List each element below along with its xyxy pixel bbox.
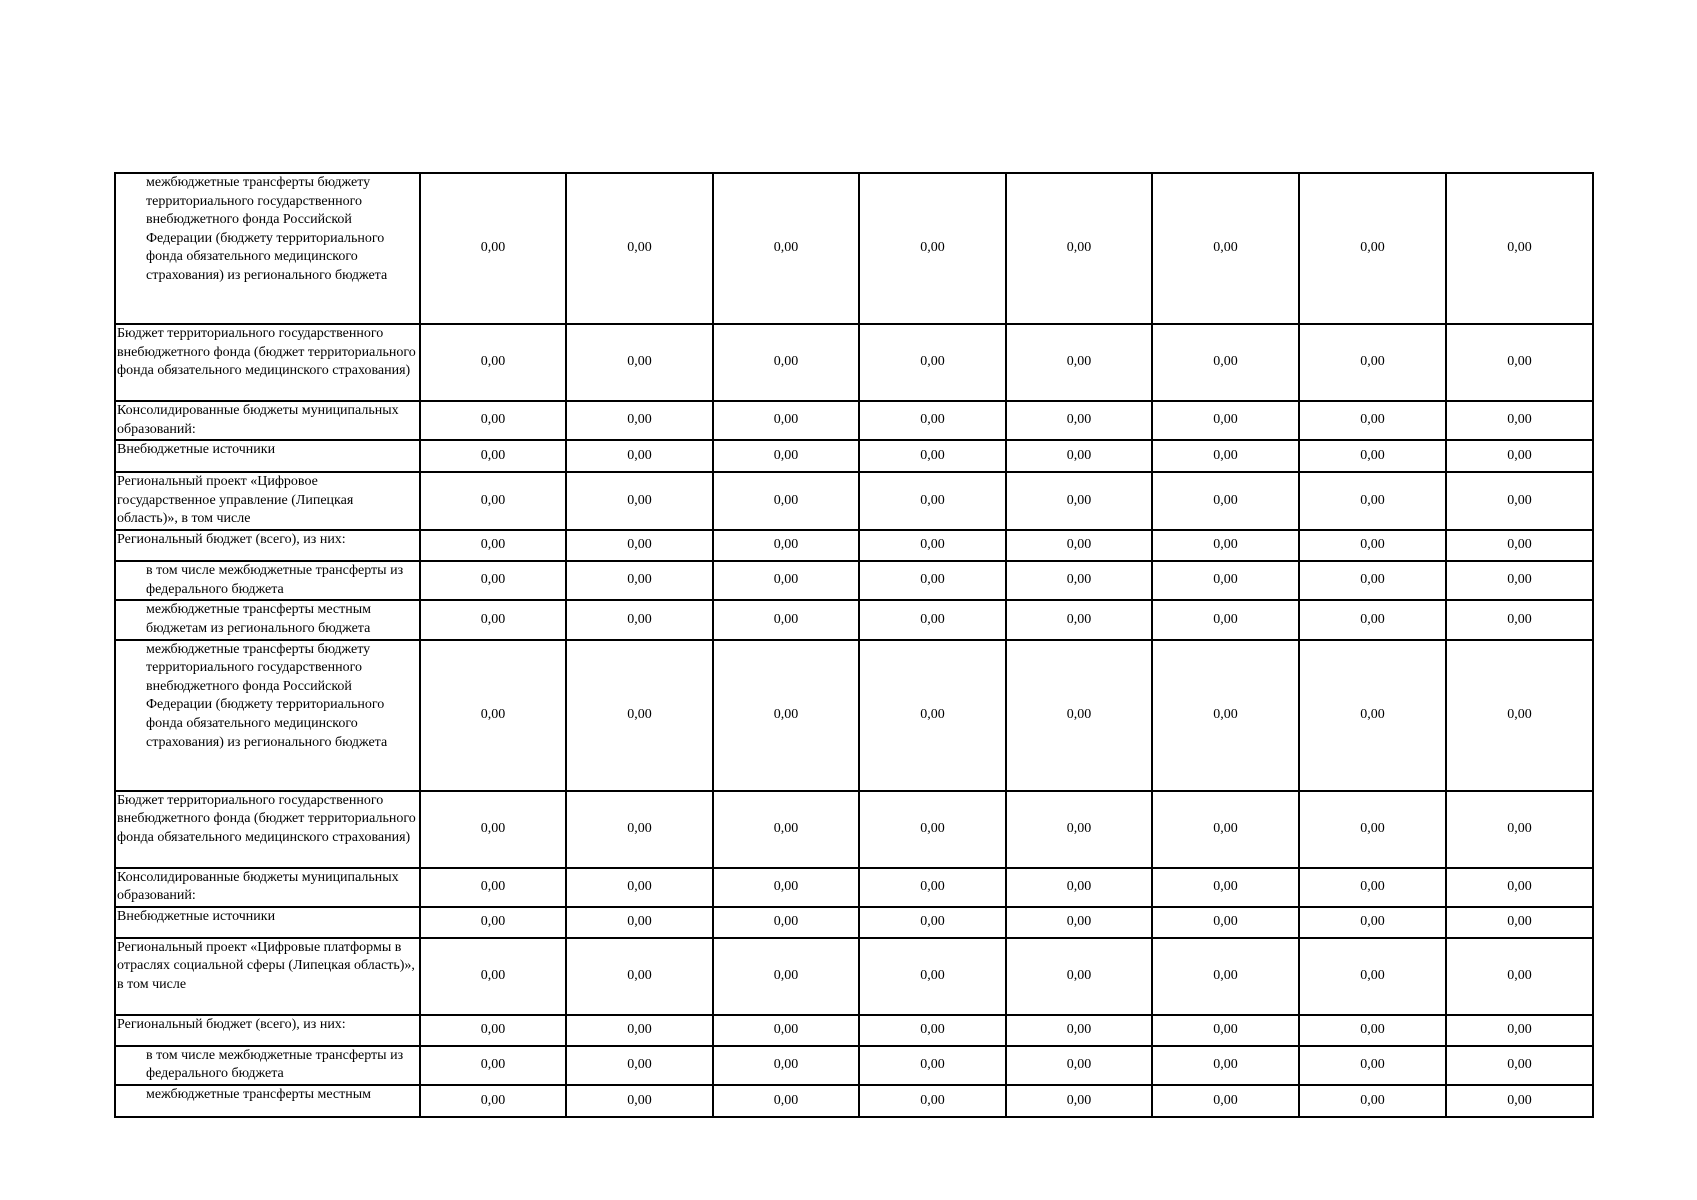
value-cell: 0,00 bbox=[1006, 530, 1152, 561]
row-label: Бюджет территориального государственного внебюджетного фонда (бюджет территориального фонда обязательного медицинского страхования) bbox=[115, 791, 420, 868]
value-cell: 0,00 bbox=[1299, 1015, 1446, 1046]
value-cell: 0,00 bbox=[859, 868, 1006, 907]
value-cell: 0,00 bbox=[1299, 1046, 1446, 1085]
value-cell: 0,00 bbox=[1152, 530, 1299, 561]
value-cell: 0,00 bbox=[713, 907, 859, 938]
row-label: Внебюджетные источники bbox=[115, 907, 420, 938]
row-label: Консолидированные бюджеты муниципальных образований: bbox=[115, 401, 420, 440]
table-row bbox=[115, 600, 1593, 639]
value-cell: 0,00 bbox=[1299, 868, 1446, 907]
value-cell: 0,00 bbox=[1152, 907, 1299, 938]
table-row bbox=[115, 640, 1593, 791]
table-row bbox=[115, 1046, 1593, 1085]
row-label: межбюджетные трансферты местным бюджетам из регионального бюджета bbox=[115, 600, 420, 639]
value-cell: 0,00 bbox=[859, 1046, 1006, 1085]
value-cell: 0,00 bbox=[859, 1085, 1006, 1117]
value-cell: 0,00 bbox=[1006, 324, 1152, 401]
value-cell: 0,00 bbox=[713, 530, 859, 561]
row-label: Внебюджетные источники bbox=[115, 440, 420, 472]
budget-table bbox=[114, 172, 1594, 1118]
value-cell: 0,00 bbox=[420, 791, 566, 868]
value-cell: 0,00 bbox=[859, 600, 1006, 639]
value-cell: 0,00 bbox=[420, 530, 566, 561]
value-cell: 0,00 bbox=[1006, 401, 1152, 440]
value-cell: 0,00 bbox=[1446, 401, 1593, 440]
table-row bbox=[115, 324, 1593, 401]
value-cell: 0,00 bbox=[713, 938, 859, 1015]
value-cell: 0,00 bbox=[713, 472, 859, 530]
value-cell: 0,00 bbox=[420, 472, 566, 530]
value-cell: 0,00 bbox=[420, 401, 566, 440]
value-cell: 0,00 bbox=[1006, 173, 1152, 324]
value-cell: 0,00 bbox=[1299, 561, 1446, 600]
value-cell: 0,00 bbox=[859, 561, 1006, 600]
value-cell: 0,00 bbox=[1446, 561, 1593, 600]
value-cell: 0,00 bbox=[1006, 1085, 1152, 1117]
value-cell: 0,00 bbox=[1446, 791, 1593, 868]
value-cell: 0,00 bbox=[566, 640, 713, 791]
value-cell: 0,00 bbox=[713, 561, 859, 600]
value-cell: 0,00 bbox=[566, 440, 713, 472]
value-cell: 0,00 bbox=[420, 173, 566, 324]
value-cell: 0,00 bbox=[1299, 173, 1446, 324]
value-cell: 0,00 bbox=[420, 1046, 566, 1085]
value-cell: 0,00 bbox=[713, 868, 859, 907]
row-label: Региональный бюджет (всего), из них: bbox=[115, 530, 420, 561]
value-cell: 0,00 bbox=[1152, 1085, 1299, 1117]
value-cell: 0,00 bbox=[1152, 938, 1299, 1015]
value-cell: 0,00 bbox=[859, 530, 1006, 561]
value-cell: 0,00 bbox=[1299, 440, 1446, 472]
value-cell: 0,00 bbox=[859, 907, 1006, 938]
value-cell: 0,00 bbox=[566, 324, 713, 401]
value-cell: 0,00 bbox=[1152, 440, 1299, 472]
value-cell: 0,00 bbox=[1006, 907, 1152, 938]
value-cell: 0,00 bbox=[713, 324, 859, 401]
value-cell: 0,00 bbox=[859, 938, 1006, 1015]
value-cell: 0,00 bbox=[1152, 173, 1299, 324]
value-cell: 0,00 bbox=[566, 173, 713, 324]
value-cell: 0,00 bbox=[1299, 1085, 1446, 1117]
value-cell: 0,00 bbox=[420, 907, 566, 938]
table-row bbox=[115, 907, 1593, 938]
row-label: Региональный проект «Цифровое государственное управление (Липецкая область)», в том числе bbox=[115, 472, 420, 530]
value-cell: 0,00 bbox=[566, 1046, 713, 1085]
row-label: Консолидированные бюджеты муниципальных образований: bbox=[115, 868, 420, 907]
value-cell: 0,00 bbox=[1152, 561, 1299, 600]
row-label: Региональный проект «Цифровые платформы в отраслях социальной сферы (Липецкая область)», в том числе bbox=[115, 938, 420, 1015]
value-cell: 0,00 bbox=[1446, 640, 1593, 791]
table-row bbox=[115, 1085, 1593, 1117]
value-cell: 0,00 bbox=[859, 1015, 1006, 1046]
value-cell: 0,00 bbox=[1299, 324, 1446, 401]
value-cell: 0,00 bbox=[420, 600, 566, 639]
row-label: межбюджетные трансферты бюджету территориального государственного внебюджетного фонда Российской Федерации (бюджету территориального фонда обязательного медицинского страхования) из регионального бюджета bbox=[115, 173, 420, 324]
value-cell: 0,00 bbox=[1152, 324, 1299, 401]
value-cell: 0,00 bbox=[420, 324, 566, 401]
value-cell: 0,00 bbox=[713, 1015, 859, 1046]
value-cell: 0,00 bbox=[713, 600, 859, 639]
value-cell: 0,00 bbox=[859, 472, 1006, 530]
value-cell: 0,00 bbox=[566, 868, 713, 907]
value-cell: 0,00 bbox=[859, 440, 1006, 472]
value-cell: 0,00 bbox=[420, 440, 566, 472]
value-cell: 0,00 bbox=[1006, 440, 1152, 472]
value-cell: 0,00 bbox=[1299, 938, 1446, 1015]
value-cell: 0,00 bbox=[1006, 600, 1152, 639]
value-cell: 0,00 bbox=[1446, 472, 1593, 530]
table-row bbox=[115, 791, 1593, 868]
value-cell: 0,00 bbox=[420, 561, 566, 600]
value-cell: 0,00 bbox=[1152, 600, 1299, 639]
value-cell: 0,00 bbox=[1152, 868, 1299, 907]
value-cell: 0,00 bbox=[1152, 1046, 1299, 1085]
value-cell: 0,00 bbox=[1152, 791, 1299, 868]
value-cell: 0,00 bbox=[566, 1085, 713, 1117]
table-row bbox=[115, 440, 1593, 472]
row-label: Региональный бюджет (всего), из них: bbox=[115, 1015, 420, 1046]
value-cell: 0,00 bbox=[1446, 938, 1593, 1015]
row-label: межбюджетные трансферты местным bbox=[115, 1085, 420, 1117]
value-cell: 0,00 bbox=[713, 401, 859, 440]
value-cell: 0,00 bbox=[859, 324, 1006, 401]
value-cell: 0,00 bbox=[566, 600, 713, 639]
value-cell: 0,00 bbox=[713, 440, 859, 472]
value-cell: 0,00 bbox=[1006, 472, 1152, 530]
value-cell: 0,00 bbox=[1006, 791, 1152, 868]
value-cell: 0,00 bbox=[420, 868, 566, 907]
value-cell: 0,00 bbox=[713, 1046, 859, 1085]
value-cell: 0,00 bbox=[566, 938, 713, 1015]
value-cell: 0,00 bbox=[713, 173, 859, 324]
value-cell: 0,00 bbox=[566, 907, 713, 938]
table-row bbox=[115, 401, 1593, 440]
value-cell: 0,00 bbox=[566, 530, 713, 561]
value-cell: 0,00 bbox=[859, 401, 1006, 440]
value-cell: 0,00 bbox=[420, 640, 566, 791]
value-cell: 0,00 bbox=[1299, 907, 1446, 938]
value-cell: 0,00 bbox=[566, 791, 713, 868]
value-cell: 0,00 bbox=[1006, 1015, 1152, 1046]
value-cell: 0,00 bbox=[713, 1085, 859, 1117]
value-cell: 0,00 bbox=[1299, 401, 1446, 440]
value-cell: 0,00 bbox=[1446, 1085, 1593, 1117]
value-cell: 0,00 bbox=[566, 401, 713, 440]
value-cell: 0,00 bbox=[1446, 1015, 1593, 1046]
table-row bbox=[115, 938, 1593, 1015]
value-cell: 0,00 bbox=[1006, 1046, 1152, 1085]
value-cell: 0,00 bbox=[1299, 600, 1446, 639]
value-cell: 0,00 bbox=[1446, 324, 1593, 401]
value-cell: 0,00 bbox=[859, 640, 1006, 791]
row-label: в том числе межбюджетные трансферты из федерального бюджета bbox=[115, 561, 420, 600]
value-cell: 0,00 bbox=[1299, 530, 1446, 561]
value-cell: 0,00 bbox=[1006, 640, 1152, 791]
value-cell: 0,00 bbox=[1152, 1015, 1299, 1046]
value-cell: 0,00 bbox=[1446, 440, 1593, 472]
table-row bbox=[115, 472, 1593, 530]
value-cell: 0,00 bbox=[1446, 530, 1593, 561]
value-cell: 0,00 bbox=[420, 1015, 566, 1046]
value-cell: 0,00 bbox=[713, 640, 859, 791]
table-row bbox=[115, 868, 1593, 907]
value-cell: 0,00 bbox=[1446, 907, 1593, 938]
value-cell: 0,00 bbox=[1006, 561, 1152, 600]
value-cell: 0,00 bbox=[1446, 868, 1593, 907]
value-cell: 0,00 bbox=[566, 561, 713, 600]
value-cell: 0,00 bbox=[420, 938, 566, 1015]
table-row bbox=[115, 1015, 1593, 1046]
value-cell: 0,00 bbox=[1152, 640, 1299, 791]
row-label: в том числе межбюджетные трансферты из федерального бюджета bbox=[115, 1046, 420, 1085]
value-cell: 0,00 bbox=[566, 472, 713, 530]
value-cell: 0,00 bbox=[1299, 472, 1446, 530]
value-cell: 0,00 bbox=[1446, 1046, 1593, 1085]
value-cell: 0,00 bbox=[859, 791, 1006, 868]
table-row bbox=[115, 561, 1593, 600]
value-cell: 0,00 bbox=[1152, 472, 1299, 530]
value-cell: 0,00 bbox=[566, 1015, 713, 1046]
value-cell: 0,00 bbox=[1446, 600, 1593, 639]
table-row bbox=[115, 530, 1593, 561]
value-cell: 0,00 bbox=[859, 173, 1006, 324]
row-label: межбюджетные трансферты бюджету территориального государственного внебюджетного фонда Российской Федерации (бюджету территориального фонда обязательного медицинского страхования) из регионального бюджета bbox=[115, 640, 420, 791]
table-row bbox=[115, 173, 1593, 324]
value-cell: 0,00 bbox=[420, 1085, 566, 1117]
value-cell: 0,00 bbox=[1446, 173, 1593, 324]
value-cell: 0,00 bbox=[1152, 401, 1299, 440]
value-cell: 0,00 bbox=[1006, 938, 1152, 1015]
row-label: Бюджет территориального государственного внебюджетного фонда (бюджет территориального фонда обязательного медицинского страхования) bbox=[115, 324, 420, 401]
value-cell: 0,00 bbox=[1299, 640, 1446, 791]
value-cell: 0,00 bbox=[1299, 791, 1446, 868]
value-cell: 0,00 bbox=[713, 791, 859, 868]
value-cell: 0,00 bbox=[1006, 868, 1152, 907]
